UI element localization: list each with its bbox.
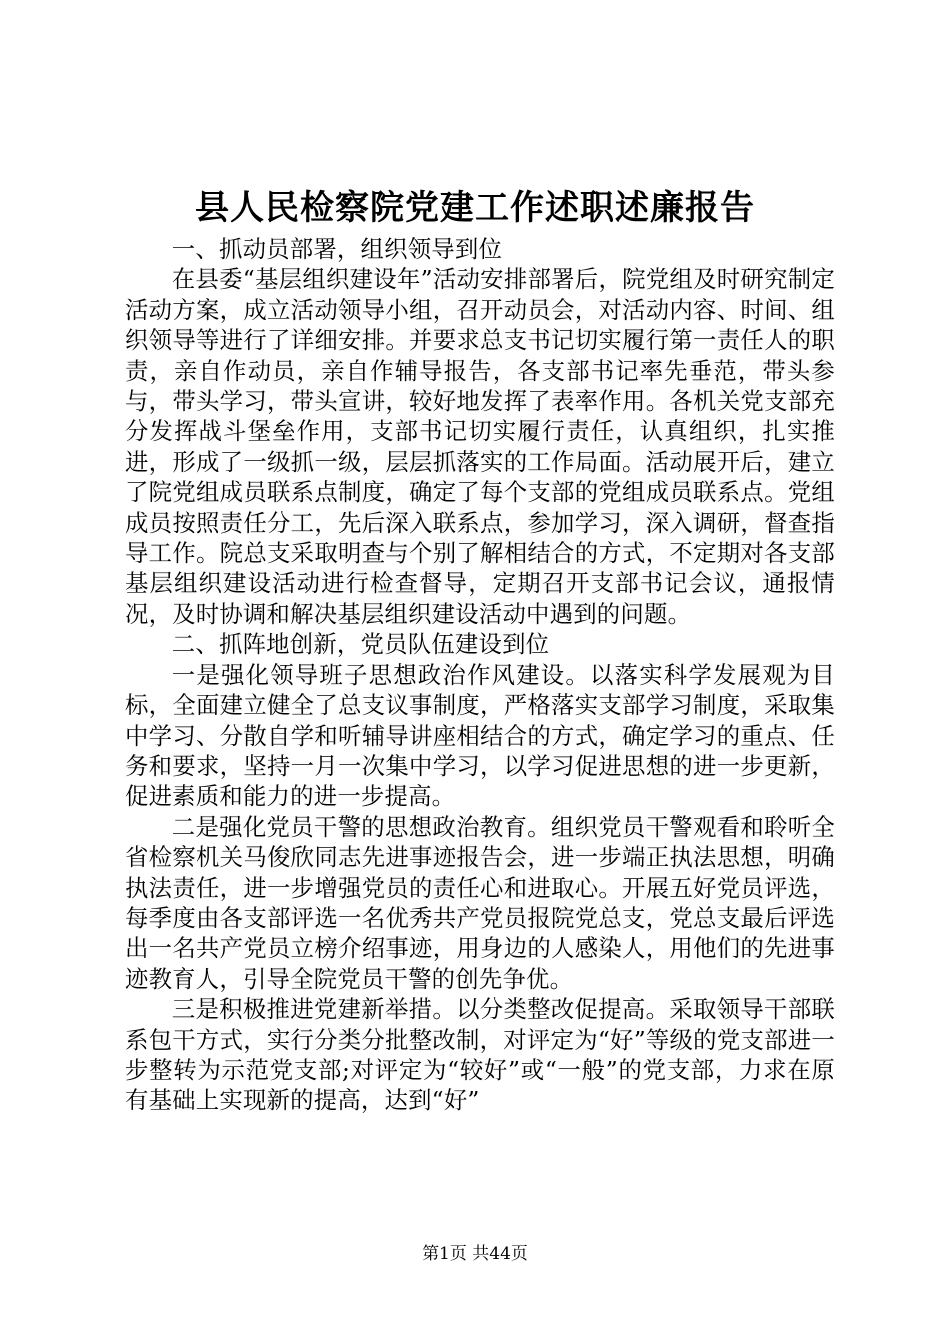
section-heading-2: 二、抓阵地创新，党员队伍建设到位 (171, 630, 550, 659)
page-title: 县人民检察院党建工作述职述廉报告 (195, 188, 755, 228)
section-heading-1: 一、抓动员部署，组织领导到位 (171, 235, 503, 263)
paragraph-1: 在县委“基层组织建设年”活动安排部署后，院党组及时研究制定活动方案，成立活动领导小组，召开动员会，对活动内容、时间、组织领导等进行了详细安排。并要求总支书记切实履行第一责任人的职责，亲自作动员，亲自作辅导报告，各支部书记率先垂范，带头参与，带头学习，带头宣讲，较好地发挥了表率作用。各机关党支部充分发挥战斗堡垒作用，支部书记切实履行责任，认真组织，扎实推进，形成了一级抓一级，层层抓落实的工作局面。活动展开后，建立了院党组成员联系点制度，确定了每个支部的党组成员联系点。党组成员按照责任分工，先后深入联系点，参加学习，深入调研，督查指导工作。院总支采取明查与个别了解相结合的方式，不定期对各支部基层组织建设活动进行检查督导，定期召开支部书记会议，通报情况，及时协调和解决基层组织建设活动中遇到的问题。 (125, 265, 835, 628)
paragraph-2: 一是强化领导班子思想政治作风建设。以落实科学发展观为目标，全面建立健全了总支议事制度，严格落实支部学习制度，采取集中学习、分散自学和听辅导讲座相结合的方式，确定学习的重点、任务和要求，坚持一月一次集中学习，以学习促进思想的进一步更新，促进素质和能力的进一步提高。 (125, 660, 835, 811)
page-number-footer: 第1页 共44页 (422, 1244, 528, 1264)
document-body (125, 234, 835, 1116)
paragraph-4: 三是积极推进党建新举措。以分类整改促提高。采取领导干部联系包干方式，实行分类分批整改制，对评定为“好”等级的党支部进一步整转为示范党支部;对评定为“较好”或“一般”的党支部，力求在原有基础上实现新的提高，达到“好” (125, 995, 835, 1115)
paragraph-3: 二是强化党员干警的思想政治教育。组织党员干警观看和聆听全省检察机关马俊欣同志先进事迹报告会，进一步端正执法思想，明确执法责任，进一步增强党员的责任心和进取心。开展五好党员评选，每季度由各支部评选一名优秀共产党员报院党总支，党总支最后评选出一名共产党员立榜介绍事迹，用身边的人感染人，用他们的先进事迹教育人，引导全院党员干警的创先争优。 (125, 812, 835, 993)
